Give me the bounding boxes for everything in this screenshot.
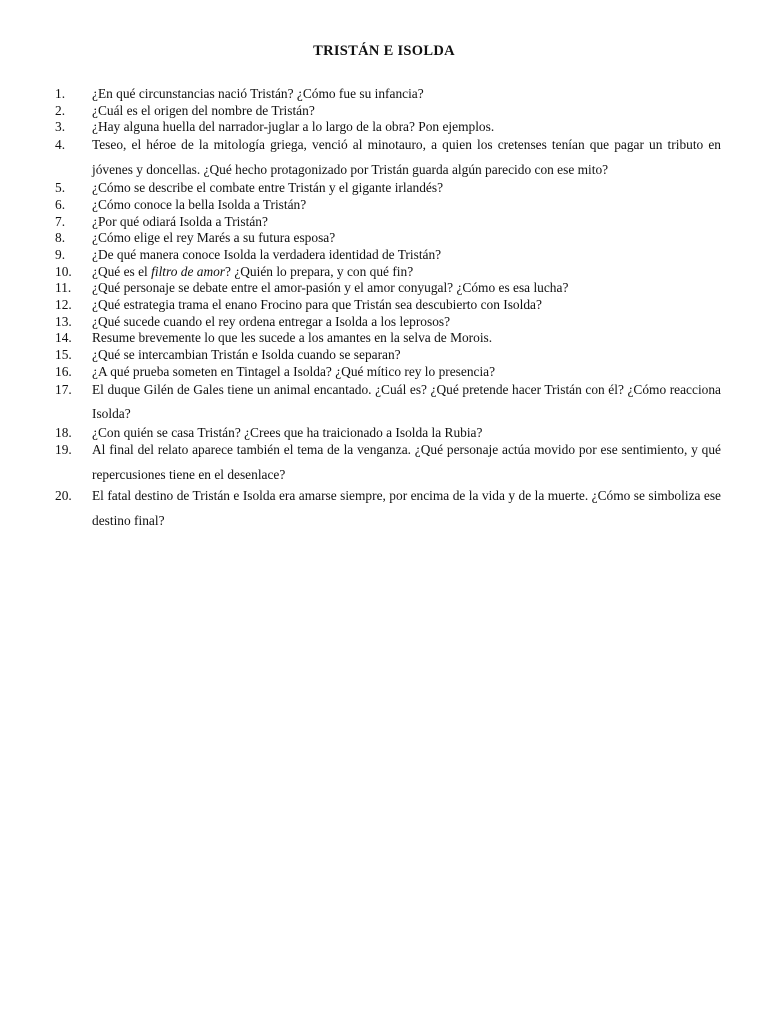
question-item [55, 103, 721, 120]
question-item [55, 297, 721, 314]
question-number: 9. [55, 246, 66, 262]
question-number: 4. [55, 137, 66, 153]
question-text: El fatal destino de Tristán e Isolda era amarse siempre, por encima de la vida y de la muerte. ¿Cómo se simboliza ese destino final? [92, 488, 721, 528]
question-item [55, 484, 721, 533]
question-text: Teseo, el héroe de la mitología griega, venció al minotauro, a quien los cretenses tenían que pagar un tributo en jóvenes y doncellas. ¿Qué hecho protagonizado por Tristán guarda algún parecido con ese mito? [92, 137, 721, 177]
question-text-end: ? ¿Quién lo prepara, y con qué fin? [225, 263, 414, 279]
question-number: 2. [55, 102, 66, 118]
question-item [55, 86, 721, 103]
question-number: 11. [55, 280, 72, 296]
question-number: 12. [55, 297, 72, 313]
question-text: Al final del relato aparece también el tema de la venganza. ¿Qué personaje actúa movido por ese sentimiento, y qué repercusiones tiene en el desenlace? [92, 442, 721, 482]
question-text: ¿Qué sucede cuando el rey ordena entregar a Isolda a los leprosos? [92, 313, 451, 329]
question-text: ¿Qué estrategia trama el enano Frocino para que Tristán sea descubierto con Isolda? [92, 297, 542, 313]
question-item [55, 264, 721, 281]
italic-term: filtro de amor [151, 263, 226, 279]
question-text: ¿Por qué odiará Isolda a Tristán? [92, 213, 268, 229]
question-number: 19. [55, 442, 72, 458]
question-text: ¿Cómo se describe el combate entre Tristán y el gigante irlandés? [92, 180, 444, 196]
question-text-start: ¿Qué es el [92, 263, 152, 279]
question-number: 14. [55, 330, 72, 346]
question-number: 18. [55, 424, 72, 440]
question-number: 7. [55, 213, 66, 229]
question-text: ¿Cómo elige el rey Marés a su futura esposa? [92, 230, 336, 246]
question-item [55, 280, 721, 297]
question-number: 6. [55, 196, 66, 212]
question-text: ¿Qué se intercambian Tristán e Isolda cuando se separan? [92, 347, 401, 363]
question-text: ¿Qué personaje se debate entre el amor-pasión y el amor conyugal? ¿Cómo es esa lucha? [92, 280, 569, 296]
question-item [55, 347, 721, 364]
question-item [55, 180, 721, 197]
page-title: TRISTÁN E ISOLDA [313, 43, 455, 59]
question-number: 1. [55, 86, 66, 101]
question-item [55, 330, 721, 347]
question-text [92, 264, 721, 281]
question-number: 20. [55, 488, 72, 504]
question-number: 16. [55, 363, 72, 379]
question-text: ¿En qué circunstancias nació Tristán? ¿Cómo fue su infancia? [92, 86, 424, 101]
question-item [55, 197, 721, 214]
question-text: ¿De qué manera conoce Isolda la verdadera identidad de Tristán? [92, 246, 442, 262]
question-text: El duque Gilén de Gales tiene un animal encantado. ¿Cuál es? ¿Qué pretende hacer Tristán con él? ¿Cómo reacciona Isolda? [92, 381, 721, 422]
question-item [55, 314, 721, 331]
question-item [55, 438, 721, 487]
question-text: ¿Cómo conoce la bella Isolda a Tristán? [92, 196, 307, 212]
question-number: 8. [55, 230, 66, 246]
question-item [55, 214, 721, 231]
question-text: ¿Hay alguna huella del narrador-juglar a lo largo de la obra? Pon ejemplos. [92, 119, 495, 135]
question-item [55, 378, 721, 427]
question-item [55, 133, 721, 182]
question-number: 15. [55, 347, 72, 363]
question-text: ¿A qué prueba someten en Tintagel a Isolda? ¿Qué mítico rey lo presencia? [92, 363, 496, 379]
question-number: 17. [55, 381, 72, 397]
question-item [55, 247, 721, 264]
question-item [55, 230, 721, 247]
question-text: Resume brevemente lo que les sucede a los amantes en la selva de Morois. [92, 330, 493, 346]
question-number: 5. [55, 180, 66, 196]
question-number: 10. [55, 263, 72, 279]
question-number: 13. [55, 313, 72, 329]
question-text: ¿Cuál es el origen del nombre de Tristán? [92, 102, 315, 118]
question-list [55, 86, 721, 531]
question-number: 3. [55, 119, 66, 135]
question-text: ¿Con quién se casa Tristán? ¿Crees que ha traicionado a Isolda la Rubia? [92, 424, 483, 440]
